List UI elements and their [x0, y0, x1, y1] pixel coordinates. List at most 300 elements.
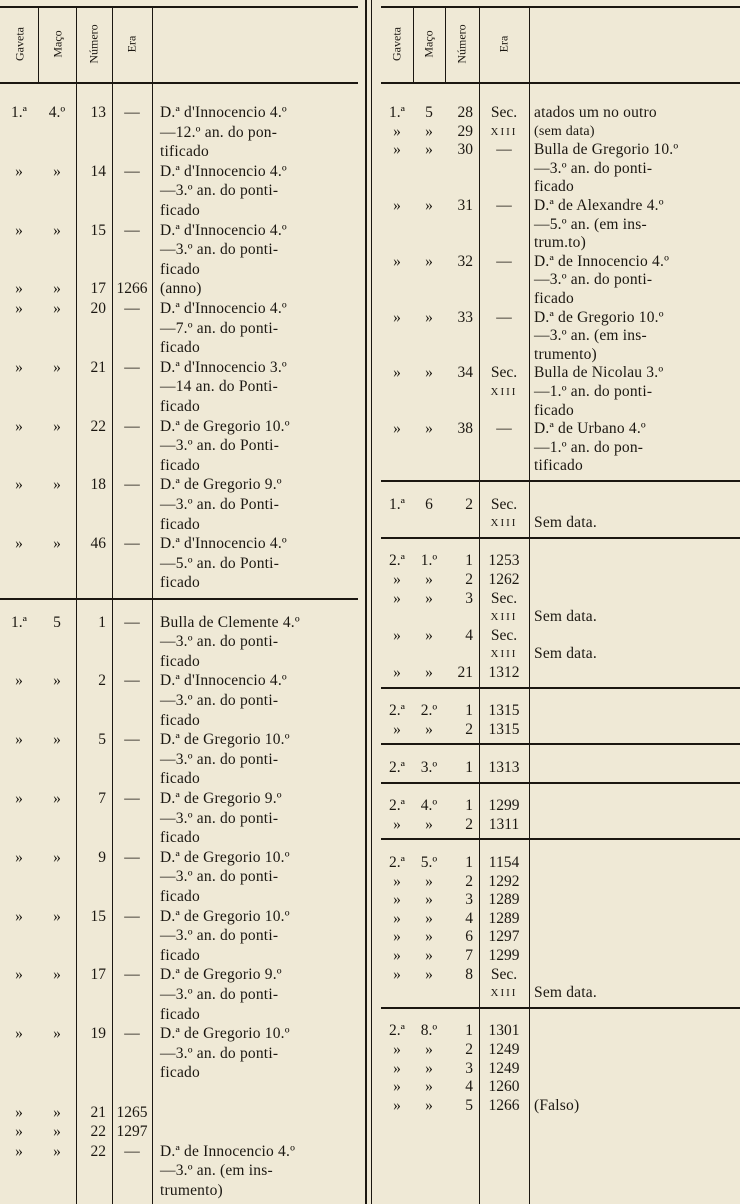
era-cell: Sec. — [490, 104, 518, 121]
description-cell: —3.º an. do Ponti- — [160, 496, 280, 513]
era-cell: — — [124, 162, 140, 180]
era-cell: XIII — [490, 987, 518, 1000]
description-cell: (anno) — [160, 280, 202, 298]
table-row — [381, 873, 740, 891]
table-row — [0, 398, 358, 416]
header-divider — [38, 6, 39, 83]
gaveta-cell: 2.ª — [389, 552, 405, 570]
numero-cell: 15 — [90, 907, 106, 925]
table-row — [381, 627, 740, 645]
era-cell: Sec. — [490, 626, 518, 644]
era-cell: XIII — [490, 125, 518, 138]
description-cell: trum.to) — [534, 234, 586, 252]
description-cell: —3.º an. do ponti- — [160, 633, 279, 651]
table-row — [0, 731, 358, 749]
maco-cell: » — [425, 141, 433, 159]
maco-cell: » — [53, 476, 61, 494]
numero-cell: 21 — [90, 358, 106, 376]
table-row — [0, 182, 358, 200]
header-divider — [529, 6, 530, 83]
table-row — [381, 1060, 740, 1078]
maco-cell: » — [425, 720, 433, 738]
header-maco: Maço — [50, 30, 65, 58]
gaveta-cell: » — [15, 300, 23, 317]
gaveta-cell: » — [393, 872, 401, 890]
gaveta-cell: » — [393, 626, 401, 644]
era-cell: — — [124, 1025, 140, 1043]
table-row — [0, 1162, 358, 1180]
table-row — [0, 163, 358, 181]
maco-cell: » — [425, 1096, 433, 1114]
maco-cell: » — [425, 815, 433, 833]
era-cell: — — [124, 790, 140, 807]
table-row — [0, 437, 358, 455]
gaveta-cell: » — [393, 947, 401, 964]
description-cell: D.ª de Gregorio 10.º — [160, 1025, 290, 1043]
maco-cell: » — [425, 872, 433, 890]
table-row — [0, 672, 358, 690]
gaveta-cell: » — [393, 1059, 401, 1077]
maco-cell: » — [53, 907, 61, 925]
maco-cell: » — [53, 417, 61, 435]
description-cell: D.ª de Gregorio 10.º — [160, 417, 290, 435]
numero-cell: 34 — [457, 364, 473, 382]
table-row — [0, 868, 358, 886]
description-cell: ficado — [160, 574, 200, 592]
description-cell: D.ª d'Innocencio 4.º — [160, 221, 287, 239]
era-cell: 1299 — [488, 947, 520, 964]
numero-cell: 2 — [465, 872, 473, 890]
header-divider — [112, 6, 113, 83]
description-cell: trumento) — [160, 1182, 223, 1199]
numero-cell: 1 — [465, 552, 473, 570]
era-cell: 1249 — [488, 1041, 520, 1058]
description-cell: Bulla de Nicolau 3.º — [534, 364, 664, 382]
era-cell: 1299 — [488, 797, 520, 815]
era-cell: 1266 — [116, 280, 148, 298]
header-maco: Maço — [421, 30, 436, 58]
maco-cell: » — [425, 122, 433, 140]
table-row — [0, 653, 358, 671]
gaveta-cell: » — [15, 221, 23, 239]
table-row — [381, 721, 740, 739]
description-cell: (sem data) — [534, 123, 595, 139]
section-rule — [381, 480, 740, 482]
table-row — [0, 320, 358, 338]
table-row — [0, 418, 358, 436]
description-cell: Sem data. — [534, 514, 597, 532]
gaveta-cell: » — [393, 1078, 401, 1096]
maco-cell: » — [53, 280, 61, 298]
gaveta-cell: 1.ª — [389, 104, 405, 121]
numero-cell: 1 — [98, 613, 106, 631]
header-numero: Número — [454, 24, 469, 64]
table-row — [0, 986, 358, 1004]
description-cell: ficado — [160, 888, 200, 905]
gaveta-cell: » — [393, 909, 401, 927]
description-cell: ficado — [160, 1005, 200, 1023]
maco-cell: » — [425, 1078, 433, 1096]
numero-cell: 17 — [90, 280, 106, 298]
section-rule — [381, 743, 740, 745]
description-cell: —3.º an. do ponti- — [160, 868, 279, 886]
description-cell: —3.º an. do ponti- — [534, 159, 653, 177]
table-row — [0, 535, 358, 553]
era-cell: 1292 — [488, 872, 520, 890]
numero-cell: 5 — [465, 1096, 473, 1114]
gaveta-cell: » — [15, 848, 23, 866]
maco-cell: 5.º — [420, 854, 438, 871]
gaveta-cell: » — [15, 790, 23, 807]
table-row — [0, 790, 358, 808]
description-cell: —3.º an. do ponti- — [160, 986, 279, 1003]
maco-cell: » — [53, 672, 61, 690]
gaveta-cell: » — [15, 280, 23, 298]
gaveta-cell: 2.ª — [389, 854, 405, 871]
table-row — [0, 574, 358, 592]
description-cell: —3.º an. do ponti- — [160, 1044, 279, 1062]
numero-cell: 1 — [465, 702, 473, 720]
numero-cell: 8 — [465, 965, 473, 983]
era-cell: Sec. — [490, 965, 518, 983]
gaveta-cell: » — [393, 589, 401, 607]
gaveta-cell: » — [15, 535, 23, 553]
gaveta-cell: » — [393, 252, 401, 270]
maco-cell: » — [425, 928, 433, 946]
numero-cell: 20 — [90, 300, 106, 317]
maco-cell: » — [425, 965, 433, 983]
gaveta-cell: 2.ª — [389, 702, 405, 720]
era-cell: XIII — [490, 517, 518, 530]
gaveta-cell: » — [393, 1041, 401, 1058]
maco-cell: » — [53, 300, 61, 317]
maco-cell: » — [425, 1041, 433, 1058]
numero-cell: 7 — [465, 947, 473, 964]
description-cell: —3.º an. do ponti- — [534, 271, 653, 289]
gaveta-cell: » — [15, 966, 23, 984]
era-cell: 1249 — [488, 1059, 520, 1077]
gaveta-cell: » — [393, 141, 401, 159]
table-row — [381, 966, 740, 984]
header-divider — [76, 6, 77, 83]
gaveta-cell: » — [15, 731, 23, 749]
numero-cell: 19 — [90, 1025, 106, 1043]
numero-cell: 3 — [465, 891, 473, 909]
table-row — [0, 339, 358, 357]
maco-cell: 8.º — [420, 1022, 438, 1040]
era-cell: 1297 — [488, 928, 520, 946]
description-cell: ficado — [160, 946, 200, 964]
numero-cell: 31 — [457, 197, 473, 214]
era-cell: XIII — [490, 648, 518, 661]
table-row — [381, 216, 740, 234]
era-cell: 1154 — [488, 854, 520, 871]
description-cell: D.ª d'Innocencio 4.º — [160, 104, 287, 121]
maco-cell: » — [425, 252, 433, 270]
table-row — [0, 222, 358, 240]
maco-cell: » — [425, 589, 433, 607]
maco-cell: 6 — [425, 495, 433, 513]
gaveta-cell: » — [15, 1103, 23, 1121]
table-row — [381, 160, 740, 178]
table-row — [381, 439, 740, 457]
numero-cell: 1 — [465, 854, 473, 871]
table-row — [0, 202, 358, 220]
description-cell: trumento) — [534, 345, 597, 363]
gaveta-cell: » — [15, 162, 23, 180]
era-cell: — — [124, 672, 140, 690]
era-cell: 1260 — [488, 1078, 520, 1096]
section-rule — [0, 598, 358, 600]
numero-cell: 1 — [465, 797, 473, 815]
table-row — [0, 888, 358, 906]
description-cell: Sem data. — [534, 645, 597, 663]
description-cell: Bulla de Gregorio 10.º — [534, 141, 679, 159]
maco-cell: 3.º — [420, 759, 438, 776]
table-row — [381, 645, 740, 663]
era-cell: — — [124, 613, 140, 631]
gaveta-cell: » — [15, 417, 23, 435]
numero-cell: 5 — [98, 731, 106, 749]
description-cell: ficado — [160, 456, 200, 474]
numero-cell: 2 — [465, 495, 473, 513]
description-cell: D.ª de Gregorio 10.º — [160, 907, 290, 925]
era-cell: — — [124, 104, 140, 121]
table-row — [0, 476, 358, 494]
description-cell: —3.º an. do ponti- — [160, 692, 279, 709]
table-row — [0, 143, 358, 161]
era-cell: — — [124, 731, 140, 749]
gaveta-cell: » — [393, 664, 401, 681]
table-row — [381, 327, 740, 345]
numero-cell: 21 — [457, 664, 473, 681]
table-row — [0, 261, 358, 279]
table-row — [0, 457, 358, 475]
numero-cell: 15 — [90, 221, 106, 239]
description-cell: D.ª d'Innocencio 3.º — [160, 358, 287, 376]
header-era: Era — [124, 35, 139, 53]
table-row — [381, 947, 740, 965]
numero-cell: 22 — [90, 417, 106, 435]
table-row — [0, 378, 358, 396]
table-row — [0, 1006, 358, 1024]
numero-cell: 2 — [465, 720, 473, 738]
numero-cell: 4 — [465, 626, 473, 644]
gaveta-cell: » — [393, 928, 401, 946]
table-row — [381, 346, 740, 364]
description-cell: atados um no outro — [534, 104, 657, 121]
description-cell: Bulla de Clemente 4.º — [160, 613, 300, 631]
gaveta-cell: » — [15, 672, 23, 690]
table-row — [0, 555, 358, 573]
gaveta-cell: » — [15, 1123, 23, 1141]
era-cell: — — [124, 1142, 140, 1160]
numero-cell: 46 — [90, 535, 106, 553]
maco-cell: » — [425, 626, 433, 644]
gaveta-cell: » — [393, 720, 401, 738]
description-cell: ficado — [534, 178, 574, 196]
era-cell: 1289 — [488, 891, 520, 909]
header-gaveta: Gaveta — [389, 27, 404, 61]
maco-cell: » — [425, 420, 433, 438]
maco-cell: » — [425, 947, 433, 964]
header-divider — [413, 6, 414, 83]
era-cell: — — [124, 966, 140, 984]
era-cell: 1289 — [488, 909, 520, 927]
maco-cell: » — [425, 1059, 433, 1077]
numero-cell: 2 — [465, 571, 473, 588]
table-row — [381, 854, 740, 872]
numero-cell: 2 — [465, 815, 473, 833]
era-cell: 1253 — [488, 552, 520, 570]
description-cell: tificado — [534, 457, 583, 475]
table-row — [0, 496, 358, 514]
description-cell: D.ª d'Innocencio 4.º — [160, 672, 287, 690]
description-cell: —3.º an. (em ins- — [160, 1162, 273, 1180]
era-cell: 1311 — [488, 815, 520, 833]
numero-cell: 17 — [90, 966, 106, 984]
table-row — [381, 702, 740, 720]
table-row — [381, 364, 740, 382]
table-row — [0, 280, 358, 298]
table-row — [381, 253, 740, 271]
section-rule — [381, 1007, 740, 1009]
numero-cell: 32 — [457, 252, 473, 270]
numero-cell: 7 — [98, 790, 106, 807]
maco-cell: 1.º — [420, 552, 438, 570]
header-rule-top — [0, 6, 358, 8]
description-cell: ficado — [160, 652, 200, 670]
description-cell: D.ª de Innocencio 4.º — [534, 252, 670, 270]
description-cell: ficado — [160, 770, 200, 788]
maco-cell: » — [53, 162, 61, 180]
description-cell: —3.º an. do ponti- — [160, 750, 279, 768]
table-row — [0, 1045, 358, 1063]
table-row — [0, 359, 358, 377]
description-cell: D.ª d'Innocencio 4.º — [160, 300, 287, 317]
era-cell: 1297 — [116, 1123, 148, 1141]
gaveta-cell: 1.ª — [11, 104, 27, 121]
era-cell: — — [124, 535, 140, 553]
description-cell: ficado — [160, 339, 200, 357]
table-row — [381, 664, 740, 682]
gaveta-cell: 2.ª — [389, 759, 405, 776]
table-row — [0, 1104, 358, 1122]
gaveta-cell: » — [393, 965, 401, 983]
gaveta-cell: » — [393, 420, 401, 438]
header-divider — [152, 6, 153, 83]
gaveta-cell: 2.ª — [389, 797, 405, 815]
description-cell: ficado — [534, 401, 574, 419]
description-cell: D.ª de Gregorio 10.º — [534, 308, 664, 326]
numero-cell: 2 — [98, 672, 106, 690]
maco-cell: 4.º — [48, 104, 66, 121]
table-row — [381, 759, 740, 777]
maco-cell: » — [425, 891, 433, 909]
maco-cell: » — [53, 221, 61, 239]
table-row — [0, 104, 358, 122]
table-row — [381, 1022, 740, 1040]
numero-cell: 21 — [90, 1103, 106, 1121]
table-row — [381, 123, 740, 141]
maco-cell: 5 — [425, 104, 433, 121]
table-row — [381, 571, 740, 589]
description-cell: —7.º an. do ponti- — [160, 319, 279, 337]
description-cell: ficado — [160, 398, 200, 415]
table-row — [381, 309, 740, 327]
era-cell: Sec. — [490, 364, 518, 382]
table-row — [381, 910, 740, 928]
table-row — [381, 178, 740, 196]
header-era: Era — [496, 35, 511, 53]
numero-cell: 3 — [465, 589, 473, 607]
description-cell: ficado — [160, 711, 200, 729]
table-row — [0, 1182, 358, 1200]
table-row — [0, 633, 358, 651]
description-cell: —3.º an. do ponti- — [160, 927, 279, 945]
maco-cell: » — [425, 664, 433, 681]
gaveta-cell: » — [393, 571, 401, 588]
gaveta-cell: » — [15, 1025, 23, 1043]
table-row — [0, 810, 358, 828]
table-row — [0, 829, 358, 847]
maco-cell: 5 — [53, 613, 61, 631]
table-row — [381, 402, 740, 420]
description-cell: D.ª de Gregorio 10.º — [160, 731, 290, 749]
section-rule — [381, 782, 740, 784]
table-row — [0, 947, 358, 965]
numero-cell: 22 — [90, 1142, 106, 1160]
table-row — [0, 124, 358, 142]
maco-cell: » — [53, 1025, 61, 1043]
maco-cell: » — [53, 848, 61, 866]
era-cell: XIII — [490, 611, 518, 624]
numero-cell: 1 — [465, 1022, 473, 1040]
description-cell: —12.º an. do pon- — [160, 123, 278, 141]
header-gaveta: Gaveta — [12, 27, 27, 61]
era-cell: — — [496, 420, 512, 438]
description-cell: —3.º an. do ponti- — [160, 241, 279, 259]
gaveta-cell: » — [393, 1096, 401, 1114]
gaveta-cell: » — [393, 364, 401, 382]
gaveta-cell: » — [393, 891, 401, 909]
description-cell: D.ª de Urbano 4.º — [534, 420, 646, 438]
table-row — [381, 816, 740, 834]
era-cell: 1312 — [488, 664, 520, 681]
era-cell: 1313 — [488, 759, 520, 776]
gaveta-cell: » — [15, 1142, 23, 1160]
gaveta-cell: » — [393, 122, 401, 140]
maco-cell: 2.º — [420, 702, 438, 720]
gaveta-cell: » — [15, 907, 23, 925]
description-cell: D.ª de Innocencio 4.º — [160, 1142, 296, 1160]
maco-cell: 4.º — [420, 797, 438, 815]
header-numero: Número — [86, 24, 101, 64]
description-cell: ficado — [160, 829, 200, 847]
era-cell: — — [124, 476, 140, 494]
description-cell: ficado — [534, 290, 574, 307]
section-rule — [381, 838, 740, 840]
table-row — [0, 770, 358, 788]
gaveta-cell: 1.ª — [11, 613, 27, 631]
description-cell: —5.º an. do Ponti- — [160, 554, 280, 572]
description-cell: ficado — [160, 260, 200, 278]
era-cell: — — [124, 848, 140, 866]
column-divider-thin — [371, 0, 372, 1204]
era-cell: 1315 — [488, 720, 520, 738]
maco-cell: » — [53, 358, 61, 376]
numero-cell: 1 — [465, 759, 473, 776]
